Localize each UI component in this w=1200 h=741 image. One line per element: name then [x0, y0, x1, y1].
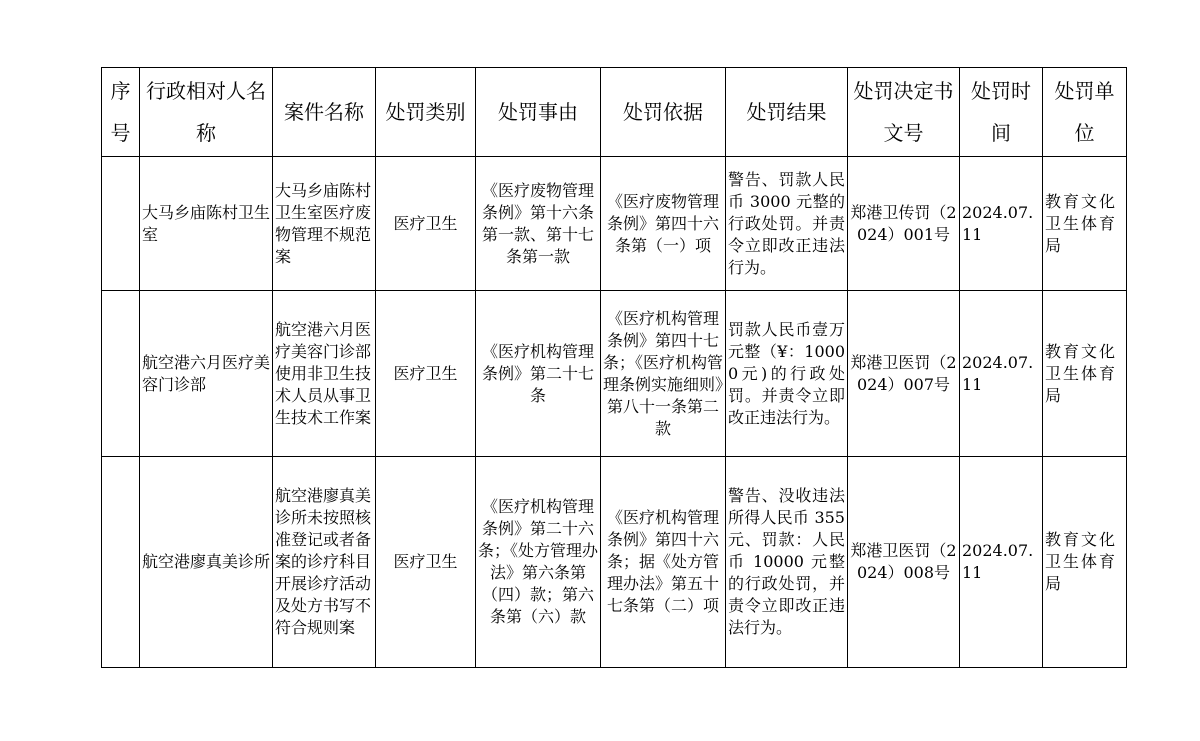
header-basis: 处罚依据: [601, 68, 726, 157]
cell-category: 医疗卫生: [376, 457, 476, 668]
header-unit: 处罚单位: [1043, 68, 1127, 157]
cell-unit: 教育文化卫生体育局: [1043, 457, 1127, 668]
cell-party: 航空港廖真美诊所: [140, 457, 273, 668]
cell-reason: 《医疗机构管理条例》第二十六条；《处方管理办法》第六条第（四）款；第六条第（六）款: [476, 457, 601, 668]
header-category: 处罚类别: [376, 68, 476, 157]
cell-case-name: 大马乡庙陈村卫生室医疗废物管理不规范案: [273, 157, 376, 291]
cell-category: 医疗卫生: [376, 157, 476, 291]
table-row: [102, 457, 1127, 668]
cell-reason: 《医疗机构管理条例》第二十七条: [476, 291, 601, 457]
cell-category: 医疗卫生: [376, 291, 476, 457]
header-result: 处罚结果: [726, 68, 848, 157]
cell-doc-no: 郑港卫医罚（2024）008号: [848, 457, 960, 668]
cell-date: 2024.07.11: [960, 157, 1043, 291]
header-reason: 处罚事由: [476, 68, 601, 157]
cell-doc-no: 郑港卫医罚（2024）007号: [848, 291, 960, 457]
cell-reason: 《医疗废物管理条例》第十六条第一款、第十七条第一款: [476, 157, 601, 291]
cell-date: 2024.07.11: [960, 291, 1043, 457]
table-row: [102, 291, 1127, 457]
table-row: [102, 157, 1127, 291]
cell-basis: 《医疗机构管理条例》第四十六条；据《处方管理办法》第五十七条第（二）项: [601, 457, 726, 668]
penalty-table: [101, 67, 1127, 668]
cell-result: 警告、没收违法所得人民币 355 元、罚款：人民币 10000 元整的行政处罚，并责令立即改正违法行为。: [726, 457, 848, 668]
header-party: 行政相对人名称: [140, 68, 273, 157]
cell-party: 大马乡庙陈村卫生室: [140, 157, 273, 291]
cell-unit: 教育文化卫生体育局: [1043, 157, 1127, 291]
cell-result: 警告、罚款人民币 3000 元整的行政处罚。并责令立即改正违法行为。: [726, 157, 848, 291]
cell-unit: 教育文化卫生体育局: [1043, 291, 1127, 457]
cell-party: 航空港六月医疗美容门诊部: [140, 291, 273, 457]
cell-result: 罚款人民币壹万元整（¥：10000元)的行政处罚。并责令立即改正违法行为。: [726, 291, 848, 457]
header-doc-no: 处罚决定书文号: [848, 68, 960, 157]
cell-case-name: 航空港廖真美诊所未按照核准登记或者备案的诊疗科目开展诊疗活动及处方书写不符合规则案: [273, 457, 376, 668]
cell-basis: 《医疗机构管理条例》第四十七条；《医疗机构管理条例实施细则》第八十一条第二款: [601, 291, 726, 457]
cell-basis: 《医疗废物管理条例》第四十六条第（一）项: [601, 157, 726, 291]
cell-case-name: 航空港六月医疗美容门诊部使用非卫生技术人员从事卫生技术工作案: [273, 291, 376, 457]
cell-doc-no: 郑港卫传罚（2024）001号: [848, 157, 960, 291]
header-date: 处罚时间: [960, 68, 1043, 157]
header-row: [102, 68, 1127, 157]
header-seq: 序号: [102, 68, 140, 157]
cell-date: 2024.07.11: [960, 457, 1043, 668]
header-case-name: 案件名称: [273, 68, 376, 157]
cell-seq: [102, 157, 140, 291]
cell-seq: [102, 457, 140, 668]
cell-seq: [102, 291, 140, 457]
